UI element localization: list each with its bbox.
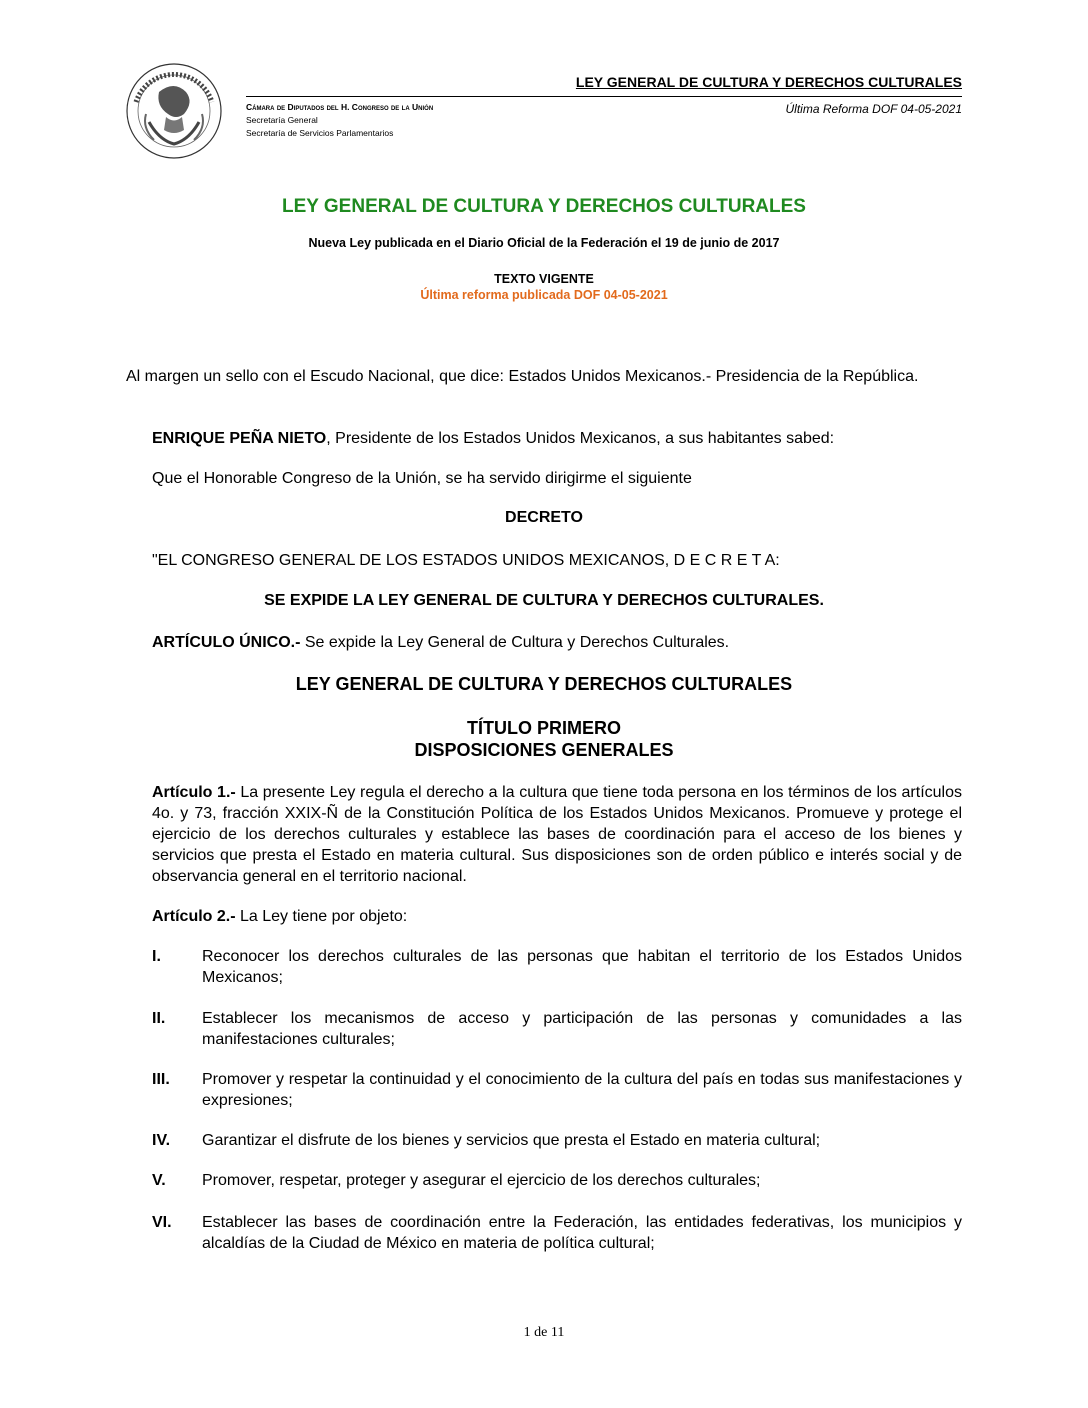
congress-paragraph: Que el Honorable Congreso de la Unión, se ha servido dirigirme el siguiente	[152, 470, 692, 487]
list-item-number: IV.	[152, 1132, 171, 1149]
header-org-line2: Secretaría General	[246, 115, 318, 125]
list-item-text: Garantizar el disfrute de los bienes y servicios que presta el Estado en materia cultural;	[202, 1132, 821, 1149]
last-reform-note: Última reforma publicada DOF 04-05-2021	[420, 288, 668, 302]
articulo-1-label: Artículo 1.-	[152, 784, 236, 801]
expide-heading: SE EXPIDE LA LEY GENERAL DE CULTURA Y DERECHOS CULTURALES.	[264, 592, 824, 609]
articulo-1-text: La presente Ley regula el derecho a la cultura que tiene toda persona en los términos de los artículos 4o. y 73, fracción XXIX-Ñ de la Constitución Política de los Estados Unidos Mexicanos. Promueve y protege el ejercicio de los derechos culturales y establece las bases de coordinación para el acceso de los bienes y servicios que presta el Estado en materia cultural. Sus disposiciones son de orden público e interés social y de observancia general en el territorio nacional.	[152, 784, 962, 885]
page-number: 1 de 11	[523, 1325, 565, 1340]
header-org-line3: Secretaría de Servicios Parlamentarios	[246, 128, 394, 138]
publication-note: Nueva Ley publicada en el Diario Oficial de la Federación el 19 de junio de 2017	[308, 236, 780, 250]
articulo-2-label: Artículo 2.-	[152, 908, 236, 925]
header-org-line1: Cámara de Diputados del H. Congreso de la Unión	[246, 102, 434, 112]
articulo-2	[126, 906, 962, 927]
articulo-2-text: La Ley tiene por objeto:	[235, 908, 408, 925]
list-item-number: V.	[152, 1172, 166, 1189]
list-item-text: Reconocer los derechos culturales de las personas que habitan el territorio de los Estados Unidos Mexicanos;	[202, 948, 962, 986]
list-item	[152, 1069, 962, 1111]
law-heading: LEY GENERAL DE CULTURA Y DERECHOS CULTURALES	[295, 674, 793, 694]
list-item	[152, 1130, 962, 1151]
list-item	[152, 1170, 962, 1191]
articulo-1	[126, 782, 962, 887]
header-organization	[246, 101, 433, 140]
list-item	[152, 1008, 962, 1050]
president-name: ENRIQUE PEÑA NIETO	[152, 430, 327, 447]
articulo-unico-text: Se expide la Ley General de Cultura y Derechos Culturales.	[300, 634, 730, 651]
list-item-text: Establecer los mecanismos de acceso y participación de las personas y comunidades a las manifestaciones culturales;	[202, 1010, 962, 1048]
decreto-heading: DECRETO	[505, 509, 583, 526]
titulo-name: DISPOSICIONES GENERALES	[414, 740, 674, 760]
mexican-coat-of-arms-seal-icon	[124, 62, 224, 160]
list-item-number: II.	[152, 1010, 166, 1027]
list-item-text: Promover, respetar, proteger y asegurar el ejercicio de los derechos culturales;	[202, 1172, 761, 1189]
texto-vigente: TEXTO VIGENTE	[494, 272, 594, 286]
list-item	[152, 946, 962, 988]
articulo-unico	[126, 632, 962, 653]
header-last-reform: Última Reforma DOF 04-05-2021	[785, 102, 962, 116]
president-text: , Presidente de los Estados Unidos Mexicanos, a sus habitantes sabed:	[326, 430, 835, 447]
list-item-number: III.	[152, 1071, 170, 1088]
decreta-paragraph: "EL CONGRESO GENERAL DE LOS ESTADOS UNIDOS MEXICANOS, D E C R E T A:	[152, 552, 780, 569]
articulo-unico-label: ARTÍCULO ÚNICO.-	[152, 634, 301, 651]
document-title: LEY GENERAL DE CULTURA Y DERECHOS CULTURALES	[282, 196, 806, 217]
margin-paragraph: Al margen un sello con el Escudo Nacional, que dice: Estados Unidos Mexicanos.- Presidencia de la República.	[126, 368, 919, 385]
list-item-text: Establecer las bases de coordinación entre la Federación, las entidades federativas, los municipios y alcaldías de la Ciudad de México en materia de política cultural;	[202, 1214, 962, 1252]
header-rule	[246, 96, 962, 97]
list-item-number: I.	[152, 948, 161, 965]
titulo-primero: TÍTULO PRIMERO	[467, 718, 621, 738]
president-paragraph	[126, 428, 962, 449]
list-item-text: Promover y respetar la continuidad y el conocimiento de la cultura del país en todas sus manifestaciones y expresiones;	[202, 1071, 962, 1109]
header-law-title: LEY GENERAL DE CULTURA Y DERECHOS CULTURALES	[575, 74, 962, 90]
list-item-number: VI.	[152, 1214, 172, 1231]
list-item	[152, 1212, 962, 1254]
